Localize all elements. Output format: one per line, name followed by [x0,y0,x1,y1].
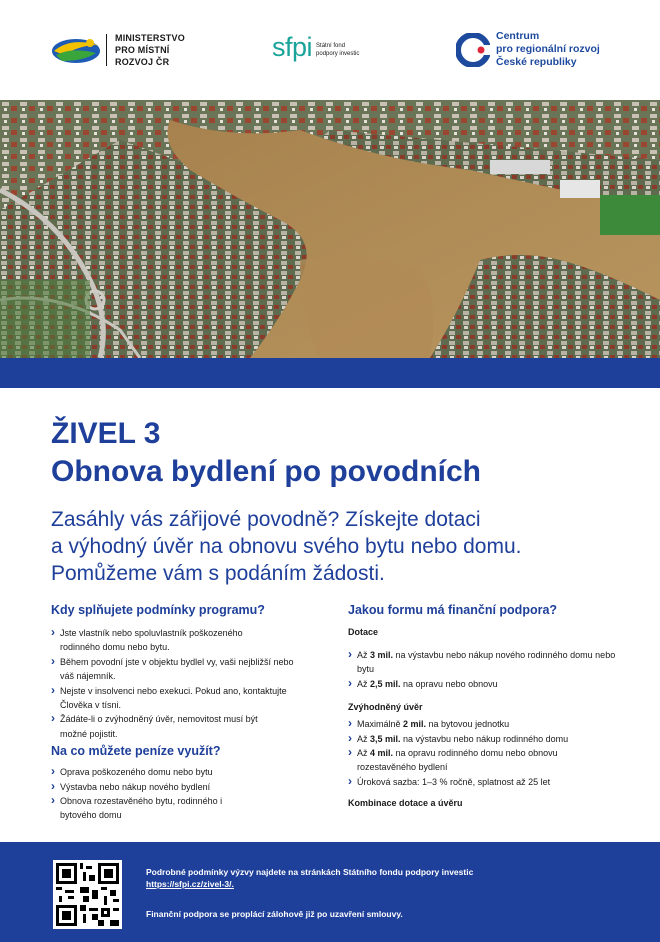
footer-info [146,867,566,890]
list-item [348,648,618,677]
crr-logo[interactable] [456,30,600,69]
footer-info-line: Podrobné podmínky výzvy najdete na stránkách Státního fondu podpory investic [146,867,474,877]
crr-line2: pro regionální rozvoj [496,43,600,55]
left-column [51,602,311,823]
sfpi-logo[interactable] [272,33,359,61]
page-subtitle: Obnova bydlení po povodních [51,455,482,488]
intro-line1: Zasáhly vás zářijové povodně? Získejte dotaci [51,508,481,531]
list-item: › Obnova rozestavěného bytu, rodinného i bytového domu [51,794,241,823]
item-pre: Maximálně [357,719,404,730]
item-amount: 4 mil. [370,748,394,759]
item-amount: 2 mil. [403,719,427,730]
item-pre: Až [357,650,371,660]
item-pre: Až [357,678,371,689]
item-post: na výstavbu nebo nákup rodinného domu [400,733,569,744]
list-item: › Žádáte-li o zvýhodněný úvěr, nemovitost musí být možné pojistit. [51,712,287,741]
sfpi-wordmark: sfpi [272,32,313,62]
mmr-line1: MINISTERSTVO [115,33,185,43]
right-column [348,602,618,809]
footer-note: Finanční podpora se proplácí zálohově již po uzavření smlouvy. [146,909,403,919]
footer [0,842,660,942]
conditions-heading: Kdy splňujete podmínky programu? [51,603,265,617]
crr-logo-text [496,30,600,69]
item-pre: Úroková sazba: 1–3 % ročně, splatnost až 25 let [357,776,551,787]
mmr-logo-text [115,32,185,68]
qr-code[interactable] [53,860,122,929]
sfpi-sub-line2: podpory investic [316,51,360,57]
list-item: › Nejste v insolvenci nebo exekuci. Pokud ano, kontaktujte Člověka v tísni. [51,684,287,713]
page-title: ŽIVEL 3 [51,417,161,450]
grant-list [348,648,618,691]
intro-line2: a výhodný úvěr na obnovu svého bytu nebo domu. [51,535,522,558]
list-item: › Výstavba nebo nákup nového bydlení [51,780,311,794]
item-pre: Až [357,733,371,744]
item-amount: 2,5 mil. [370,678,401,689]
item-post: na opravu rodinného domu nebo obnovu rozestavěného bydlení [357,748,558,773]
support-form-heading: Jakou formu má finanční podpora? [348,603,558,617]
usage-heading: Na co můžete peníze využít? [51,744,221,759]
conditions-list [51,626,311,741]
grant-heading: Dotace [348,627,379,637]
sfpi-sub-line1: Státní fond [316,43,346,49]
combo-heading: Kombinace dotace a úvěru [348,798,463,809]
sfpi-subtitle [316,42,359,58]
loan-heading: Zvýhodněný úvěr [348,702,423,713]
list-item [348,732,618,746]
list-item: › Jste vlastník nebo spoluvlastník poškozeného rodinného domu nebo bytu. [51,626,279,655]
crr-emblem-icon [456,33,490,67]
item-pre: Až [357,748,371,759]
blue-band [0,358,660,388]
loan-list [348,717,618,789]
crr-line1: Centrum [496,30,540,42]
footer-link[interactable]: https://sfpi.cz/zivel-3/. [146,878,234,889]
header [0,0,660,100]
item-post: na bytovou jednotku [426,719,510,730]
list-item: › Oprava poškozeného domu nebo bytu [51,765,311,779]
mmr-line3: ROZVOJ ČR [115,57,170,67]
mmr-logo[interactable] [50,32,185,68]
usage-list [51,765,311,823]
list-item [348,746,618,775]
logo-divider [106,34,107,66]
list-item [348,717,618,731]
item-amount: 3,5 mil. [370,733,401,744]
list-item [348,677,618,691]
item-post: na opravu nebo obnovu [400,678,498,689]
intro-line3: Pomůžeme vám s podáním žádosti. [51,562,385,585]
flood-aerial-photo [0,100,660,358]
list-item: › Během povodní jste v objektu bydlel vy, vaši nejbližší nebo váš nájemník. [51,655,299,684]
list-item [348,775,618,789]
crr-line3: České republiky [496,56,577,68]
item-amount: 3 mil. [370,650,394,660]
item-post: na výstavbu nebo nákup nového rodinného domu nebo bytu [357,650,616,675]
mmr-emblem-icon [50,33,102,67]
mmr-line2: PRO MÍSTNÍ [115,45,170,55]
intro-text [51,506,631,587]
